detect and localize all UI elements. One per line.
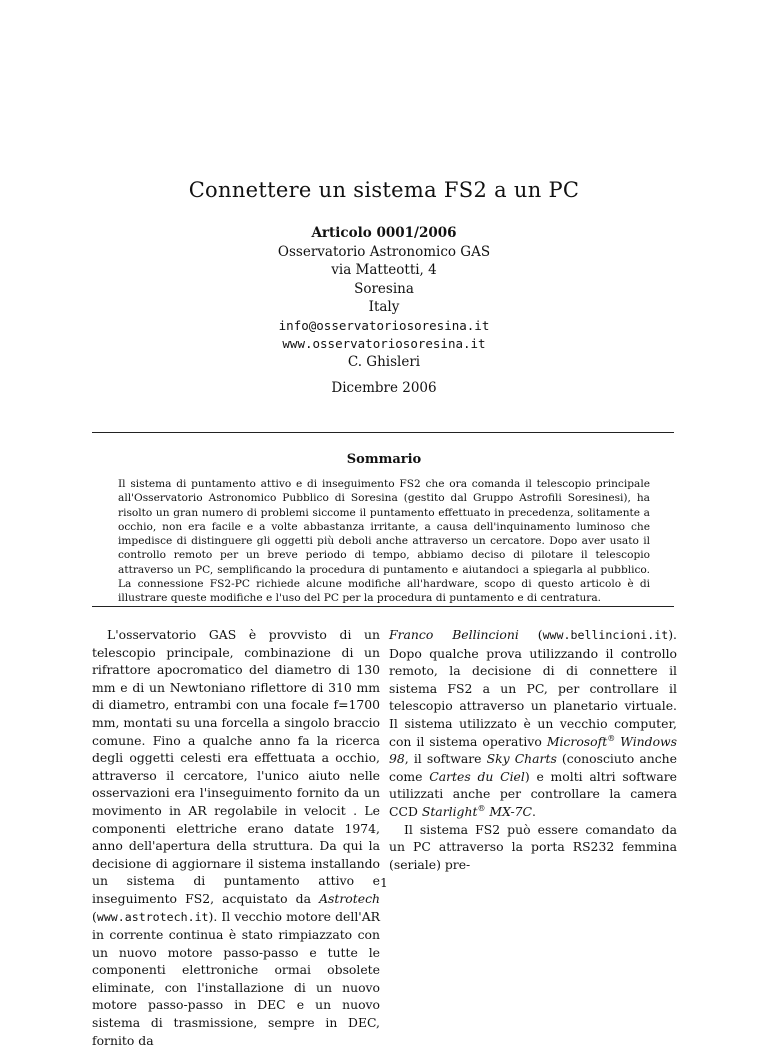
body-paragraph-2: Il sistema FS2 può essere comandato da un PC attraverso la porta RS232 femmina (seriale) pre-	[389, 821, 677, 872]
institution: Osservatorio Astronomico GAS	[277, 243, 491, 260]
body-paragraph-1-continued: Franco Bellincioni (www.bellincioni.it). Dopo qualche prova utilizzando il controllo remoto, la decisione di di connettere il sistema FS2 a un PC, per controllare il telescopio attraverso un planetario virtuale. Il sistema utilizzato è un vecchio computer, con il sistema operativo Microsoft® Windows 98, il software Sky Charts (conosciuto anche come Cartes du Ciel) e molti altri software utilizzati anche per controllare la camera CCD Starlight® MX-7C.	[389, 627, 677, 819]
date: Dicembre 2006	[331, 380, 437, 396]
abstract-top-rule	[92, 432, 674, 433]
microsoft-name: Microsoft	[546, 733, 608, 749]
street-address: via Matteotti, 4	[331, 262, 437, 278]
author: C. Ghisleri	[347, 354, 421, 370]
bellincioni-name: Franco Bellincioni	[389, 627, 519, 642]
email-link[interactable]: info@osservatoriosoresina.it	[278, 317, 490, 333]
body-column-right	[389, 626, 677, 873]
registered-mark: ®	[607, 733, 616, 743]
body-column-left	[92, 626, 380, 1049]
registered-mark: ®	[477, 803, 486, 813]
page-number: 1	[380, 876, 388, 890]
city: Soresina	[354, 280, 414, 297]
abstract-text: Il sistema di puntamento attivo e di inseguimento FS2 che ora comanda il telescopio principale all'Osservatorio Astronomico Pubblico di Soresina (gestito dal Gruppo Astrofili Soresinesi), ha risolto un gran numero di problemi siccome il puntamento effettuato in precedenza, solitamente a occhio, non era facile e a volte abbastanza irritante, a causa dell'inquinamento luminoso che impedisce di distinguere gli oggetti più deboli anche attraverso un cercatore. Dopo aver usato il controllo remoto per un breve periodo di tempo, abbiamo deciso di pilotare il telescopio attraverso un PC, semplificando la procedura di puntamento e aiutandoci a spiegarla al pubblico. La connessione FS2-PC richiede alcune modifiche all'hardware, scopo di questo articolo è di illustrare queste modifiche e l'uso del PC per la procedura di puntamento e di centratura.	[118, 478, 650, 605]
abstract-bottom-rule	[92, 606, 674, 607]
abstract-heading: Sommario	[346, 452, 422, 467]
bellincioni-link[interactable]: www.bellincioni.it	[542, 628, 669, 642]
body-paragraph-1: L'osservatorio GAS è provvisto di un telescopio principale, combinazione di un rifrattore apocromatico del diametro di 130 mm e di un Newtoniano riflettore di 310 mm di diametro, entrambi con una focale f=1700 mm, montati su una forcella a singolo braccio comune. Fino a qualche anno fa la ricerca degli oggetti celesti era effettuata a occhio, attraverso il cercatore, l'unico aiuto nelle osservazioni era l'inseguimento fornito da un movimento in AR regolabile in velocit . Le componenti elettriche erano datate 1974, anno dell'apertura della struttura. Da qui la decisione di aggiornare il sistema installando un sistema di puntamento attivo e inseguimento FS2, acquistato da Astrotech (www.astrotech.it). Il vecchio motore dell'AR in corrente continua è stato rimpiazzato con un nuovo motore passo-passo e tutte le componenti elettroniche ormai obsolete eliminate, con l'installazione di un nuovo motore passo-passo in DEC e un nuovo sistema di trasmissione, sempre in DEC, fornito da	[92, 627, 380, 1048]
paper-metadata	[0, 224, 768, 354]
starlight-name: Starlight	[421, 803, 478, 819]
cartes-name: Cartes du Ciel	[429, 768, 525, 784]
astrotech-name: Astrotech	[319, 890, 380, 906]
paper-title: Connettere un sistema FS2 a un PC	[188, 178, 580, 202]
country: Italy	[368, 299, 400, 315]
mx7c-name: MX-7C	[485, 803, 533, 819]
article-number: Articolo 0001/2006	[311, 225, 457, 241]
skycharts-name: Sky Charts	[486, 751, 557, 767]
website-link[interactable]: www.osservatoriosoresina.it	[282, 336, 486, 351]
astrotech-link[interactable]: www.astrotech.it	[96, 909, 209, 924]
windows-name: Windows 98	[389, 733, 677, 767]
